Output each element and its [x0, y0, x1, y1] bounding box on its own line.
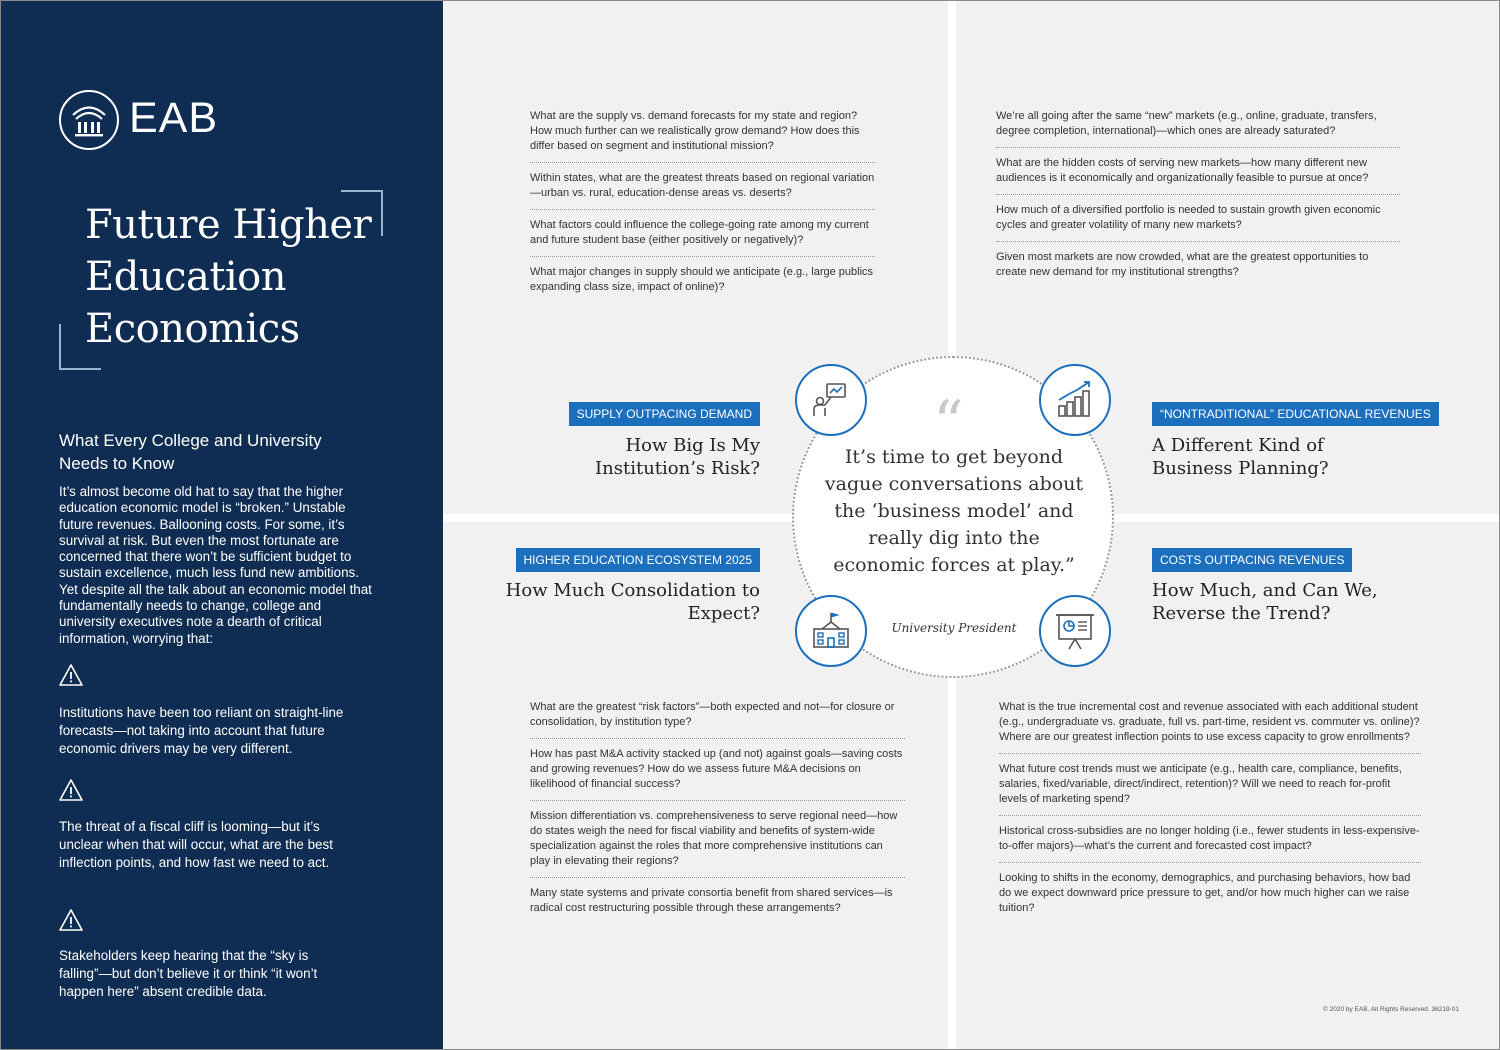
list-item: What is the true incremental cost and revenue associated with each additional student (e.g., undergraduate vs. graduate, full vs. part-time, resident vs. commuter vs. online)? Where are our greatest inflection points to use excess capacity to grow enrollments?: [999, 700, 1421, 754]
question-list-ecosystem: [530, 700, 905, 932]
list-item: Looking to shifts in the economy, demographics, and purchasing behaviors, how bad do we expect downward price pressure to get, and/or how much higher can we raise tuition?: [999, 872, 1411, 914]
list-item: We’re all going after the same “new” markets (e.g., online, graduate, transfers, degree completion, international)—which ones are already saturated?: [996, 109, 1400, 148]
quote-text: It’s time to get beyond vague conversations about the ‘business model’ and really dig into the economic forces at play.”: [824, 446, 1084, 576]
list-item: How has past M&A activity stacked up (and not) against goals—saving costs and growing revenues? How do we assess future M&A decisions on likelihood of financial success?: [530, 747, 905, 801]
warning-text-1: Institutions have been too reliant on straight-line forecasts—not taking into account that future economic drivers may be very different.: [59, 705, 344, 756]
list-item: Given most markets are now crowded, what are the greatest opportunities to create new demand for my institutional strengths?: [996, 251, 1369, 278]
quote-mark: “: [933, 388, 964, 458]
copyright: © 2020 by EAB. All Rights Reserved. 36219-01: [1323, 1006, 1459, 1013]
presenter-icon: [795, 364, 867, 436]
heading-costs: How Much, and Can We, Reverse the Trend?: [1152, 580, 1378, 624]
eab-logo: [59, 90, 219, 150]
heading-ecosystem: How Much Consolidation to Expect?: [505, 580, 760, 624]
list-item: How much of a diversified portfolio is needed to sustain growth given economic cycles and greater volatility of many new markets?: [996, 203, 1400, 242]
list-item: What factors could influence the college-going rate among my current and future student base (either positively or negatively)?: [530, 218, 875, 257]
brand-name: EAB: [129, 94, 219, 142]
list-item: What are the greatest “risk factors”—both expected and not—for closure or consolidation, by institution type?: [530, 700, 905, 739]
list-item: Many state systems and private consortia benefit from shared services—is radical cost restructuring possible through these arrangements?: [530, 887, 893, 914]
list-item: Mission differentiation vs. comprehensiveness to serve regional need—how do states weigh the need for fiscal viability and benefits of system-wide specialization against the roles that more comprehensive institutions can play in elevating their regions?: [530, 809, 905, 878]
building-columns-icon: [59, 90, 119, 150]
warning-triangle-icon: [59, 908, 83, 932]
warning-text-2: The threat of a fiscal cliff is looming—but it’s unclear when that will occur, what are the best inflection points, and how fast we need to act.: [59, 819, 333, 870]
growth-chart-icon: [1039, 364, 1111, 436]
warning-text-3: Stakeholders keep hearing that the “sky is falling”—but don’t believe it or think “it won’t happen here” absent credible data.: [59, 948, 318, 999]
heading-nontraditional: A Different Kind of Business Planning?: [1152, 435, 1329, 479]
question-list-supply: [530, 109, 875, 311]
warning-triangle-icon: [59, 663, 83, 687]
tag-supply: SUPPLY OUTPACING DEMAND: [569, 402, 760, 426]
tag-costs: COSTS OUTPACING REVENUES: [1152, 548, 1352, 572]
list-item: Historical cross-subsidies are no longer holding (i.e., fewer students in less-expensive-to-offer majors)—what’s the current and forecasted cost impact?: [999, 824, 1421, 863]
content-area: [443, 1, 1499, 1049]
list-item: Within states, what are the greatest threats based on regional variation—urban vs. rural, education-dense areas vs. deserts?: [530, 171, 875, 210]
tag-nontraditional: “NONTRADITIONAL” EDUCATIONAL REVENUES: [1152, 402, 1439, 426]
warning-triangle-icon: [59, 778, 83, 802]
school-building-icon: [795, 595, 867, 667]
sidebar-heading: What Every College and University Needs to Know: [59, 431, 322, 473]
list-item: What future cost trends must we anticipate (e.g., health care, compliance, benefits, salaries, fixed/variable, direct/indirect, retention)? Will we need to reach for-profit levels of marketing spend?: [999, 762, 1421, 816]
question-list-costs: [999, 700, 1421, 932]
question-list-nontraditional: [996, 109, 1400, 296]
sidebar: [1, 1, 443, 1049]
list-item: What major changes in supply should we anticipate (e.g., large publics expanding class size, impact of online)?: [530, 266, 874, 293]
quote-author: University President: [891, 621, 1017, 635]
list-item: What are the hidden costs of serving new markets—how many different new audiences is it economically and organizationally feasible to pursue at once?: [996, 156, 1400, 195]
tag-ecosystem: HIGHER EDUCATION ECOSYSTEM 2025: [516, 548, 761, 572]
sidebar-intro: It’s almost become old hat to say that the higher education economic model is “broken.” Unstable future revenues. Ballooning costs. For some, it’s survival at risk. But even the most fortunate are concerned that there won’t be sufficient budget to sustain excellence, much less fund new ambitions. Yet despite all the talk about an economic model that fundamentally needs to change, college and university executives note a dearth of critical information, worrying that:: [59, 484, 372, 646]
list-item: What are the supply vs. demand forecasts for my state and region? How much further can we realistically grow demand? How does this differ based on segment and institutional mission?: [530, 109, 875, 163]
heading-supply: How Big Is My Institution’s Risk?: [595, 435, 760, 479]
presentation-board-icon: [1039, 595, 1111, 667]
page-title: Future Higher Education Economics: [85, 202, 372, 352]
